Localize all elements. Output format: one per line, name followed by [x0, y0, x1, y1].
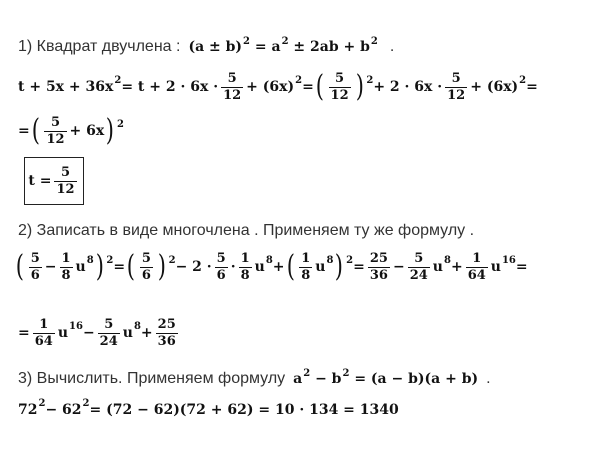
fraction-5-12: $\frac{5}{12}$: [56, 164, 75, 197]
section1-heading: [18, 38, 394, 56]
expression-line-2: t + 5x + 36x 2 = t + 2 · 6x · $\frac{5}{12}$ + (6x) 2 = ( $\frac{5}{12}$ ) 2 + 2 · 6x · $\frac{5}{12}$ + (6x) 2 =: [18, 69, 538, 105]
section3-dot: .: [486, 370, 491, 387]
boxed-answer: t = $\frac{5}{12}$: [24, 157, 84, 205]
fraction-5-12: $\frac{5}{12}$: [447, 71, 466, 103]
section3-label: 3) Вычислить. Применяем формулу: [18, 370, 286, 387]
expression-line-8: 72 2 − 62 2 = (72 − 62)(72 + 62) = 10 · 134 = 1340: [18, 397, 399, 418]
section1-dot: .: [389, 38, 395, 55]
expression-line-6: = $\frac{1}{64}$ u 16 − $\frac{5}{24}$ u 8 + $\frac{25}{36}$: [18, 317, 176, 349]
section1-label: 1) Квадрат двучлена :: [18, 38, 181, 55]
fraction-5-12: $\frac{5}{12}$: [223, 71, 242, 103]
section2-heading: [18, 222, 474, 240]
expression-line-3: = ( $\frac{5}{12}$ + 6x ) 2: [18, 113, 124, 149]
formula-difference-of-squares: $a^2 - b^2 = (a - b)(a + b)$: [293, 368, 479, 387]
fraction-5-12: $\frac{5}{12}$: [330, 71, 349, 103]
expression-line-5: ( $\frac{5}{6}$ − $\frac{1}{8}$ u 8 ) 2 = ( $\frac{5}{6}$ ) 2 − 2 · $\frac{5}{6}$ · $\frac{1}{8}$ u 8 + ( $\frac{1}{8}$ u 8 ) 2 = $\frac{25}{36}$ − $\frac{5}{24}$ u 8 + $\frac{1}{64}$ u 16 =: [15, 249, 528, 285]
section3-heading: [18, 370, 491, 388]
formula-binomial-square: $(a \pm b)^2 = a^2 \pm 2ab + b^2$: [188, 36, 378, 55]
fraction-5-12: $\frac{5}{12}$: [46, 115, 65, 147]
section2-label: 2) Записать в виде многочлена . Применяем ту же формулу .: [18, 222, 475, 239]
